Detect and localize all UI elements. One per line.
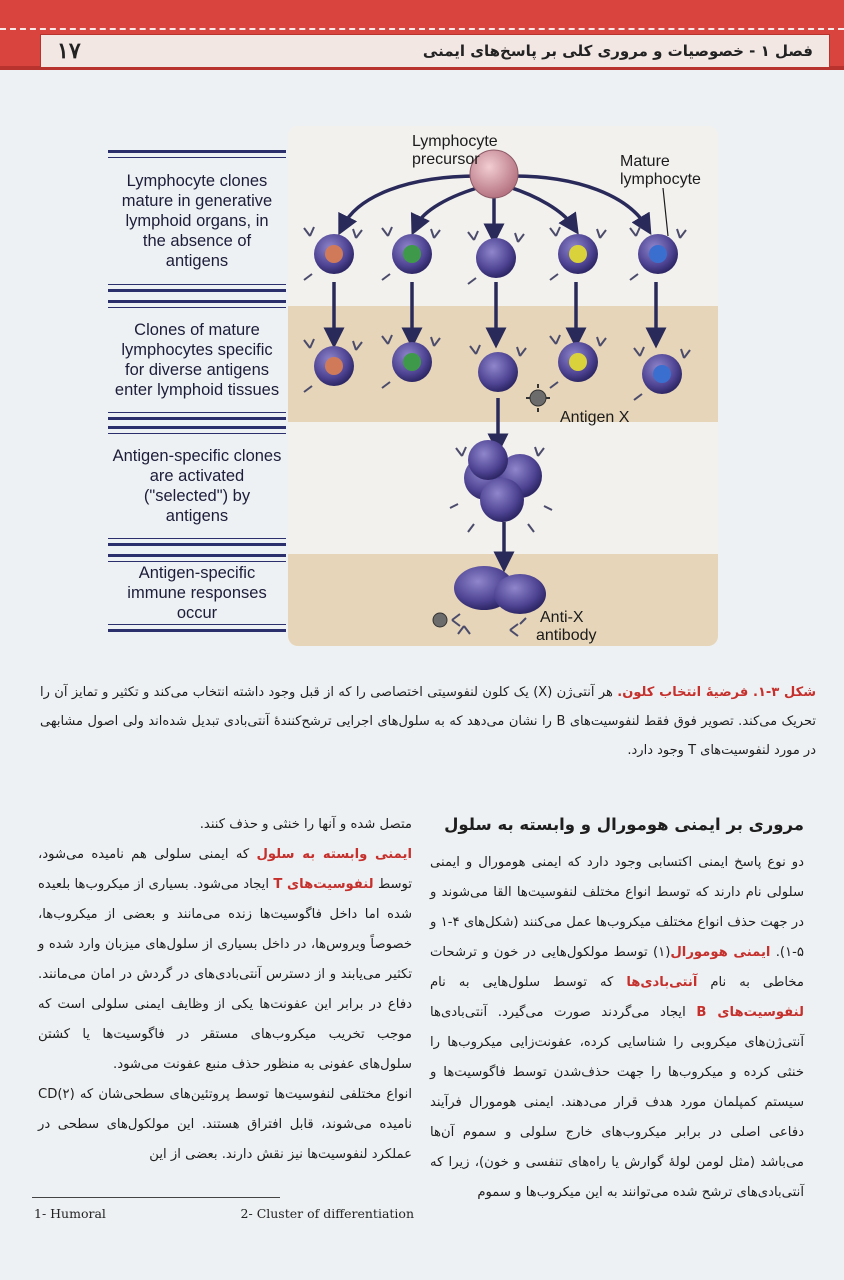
term-antibodies: آنتی‌بادی‌ها	[626, 975, 698, 990]
text-run: ایجاد می‌گردند صورت می‌گیرد. آنتی‌بادی‌ها آنتی‌ژن‌های میکروبی را شناسایی کرده، عفونت‌زایی میکروب‌ها را خنثی کرده و میکروب‌ها را جهت حذف‌شدن توسط فاگوسیت‌ها و سیستم کمپلمان مورد هدف قرار می‌دهند. ایمنی هومورال فرآیند دفاعی اصلی در برابر میکروب‌های خارج سلولی و سموم آن‌ها می‌باشد (مثل لومن لولهٔ گوارش یا راه‌های تنفسی و خون)، زیرا که آنتی‌بادی‌های ترشح شده می‌توانند به این میکروب‌ها و سموم	[430, 1005, 804, 1200]
footnote-rule	[32, 1197, 280, 1198]
chapter-title: فصل ۱ - خصوصیات و مروری کلی بر پاسخ‌های ایمنی	[422, 42, 813, 60]
term-cell-mediated: ایمنی وابسته به سلول	[256, 847, 412, 862]
antigen-x-label: Antigen X	[560, 409, 630, 426]
precursor-label-line1: Lymphocyte	[412, 133, 498, 150]
stage-label-3: Antigen-specific clones are activated ("selected") by antigens	[108, 426, 286, 546]
mature-label-line2: lymphocyte	[620, 171, 701, 188]
text-column-right	[430, 810, 804, 1208]
page-header	[40, 34, 830, 68]
text-run: که توسط سلول‌هایی به نام	[430, 975, 627, 990]
stage-label-4: Antigen-specific immune responses occur	[108, 554, 286, 632]
paragraph-continuation: متصل شده و آنها را خنثی و حذف کنند.	[199, 817, 412, 832]
section-title: مروری بر ایمنی هومورال و وابسته به سلول	[444, 815, 804, 834]
page-number: ۱۷	[57, 38, 81, 64]
precursor-label-line2: precursor	[412, 151, 480, 168]
stage-label-1: Lymphocyte clones mature in generative lymphoid organs, in the absence of antigens	[108, 150, 286, 292]
footnote-2: 2- Cluster of differentiation	[240, 1206, 414, 1221]
antibody-label-line2: antibody	[536, 627, 597, 644]
term-t-cells: لنفوسیت‌های T	[273, 877, 374, 892]
header-stitching	[0, 28, 844, 30]
antibody-label-line1: Anti-X	[540, 609, 584, 626]
footnotes	[34, 1206, 414, 1221]
stage-label-2: Clones of mature lymphocytes specific for diverse antigens enter lymphoid tissues	[108, 300, 286, 420]
term-b-cells: لنفوسیت‌های B	[696, 1005, 804, 1020]
figure-caption	[40, 678, 816, 765]
paragraph-cellular	[38, 840, 412, 1080]
text-run: دو نوع پاسخ ایمنی اکتسابی وجود دارد که ایمنی هومورال و ایمنی سلولی نام دارند که توسط انواع مختلف لنفوسیت‌ها القا می‌شوند و در جهت حذف انواع مختلف میکروب‌ها عمل می‌کنند (شکل‌های ۴-۱ و ۵-۱).	[430, 855, 804, 960]
footnote-1: 1- Humoral	[34, 1206, 106, 1221]
text-run: (۱) توسط مولکول‌هایی در خون و ترشحات مخاطی به نام	[430, 945, 804, 990]
clonal-selection-diagram	[288, 126, 718, 646]
text-run: ایجاد می‌شود. بسیاری از میکروب‌ها بلعیده شده اما داخل فاگوسیت‌ها زنده می‌مانند و بعضی از میکروب‌ها، خصوصاً ویروس‌ها، در داخل بسیاری از سلول‌های میزبان وارد شده و تکثیر می‌یابند و از دسترس آنتی‌بادی‌های در گردش در امان می‌مانند. دفاع در برابر این عفونت‌ها یکی از وظایف ایمنی سلولی است که موجب تخریب میکروب‌های مستقر در فاگوسیت‌ها یا کشتن سلول‌های عفونی به منظور حذف منبع عفونت می‌شود.	[38, 877, 412, 1072]
text-run: که ایمنی سلولی هم نامیده می‌شود، توسط	[38, 847, 413, 892]
caption-text: هر آنتی‌ژن (X) یک کلون لنفوسیتی اختصاصی را که از قبل وجود داشته انتخاب می‌کند و تکثیر و تمایز آن را تحریک می‌کند. تصویر فوق فقط لنفوسیت‌های B را نشان می‌دهد که به سلول‌های اجرایی ترشح‌کنندهٔ آنتی‌بادی تبدیل شده‌اند ولی اصول مشابهی در مورد لنفوسیت‌های T وجود دارد.	[40, 685, 816, 758]
term-humoral: ایمنی هومورال	[670, 945, 771, 960]
paragraph-humoral	[430, 848, 804, 1208]
caption-label: شکل ۳-۱. فرضیهٔ انتخاب کلون.	[617, 685, 816, 700]
paragraph-cd: انواع مختلفی لنفوسیت‌ها توسط پروتئین‌های سطحی‌شان که CD(۲) نامیده می‌شوند، قابل افتراق هستند. این مولکول‌های سطحی در عملکرد لنفوسیت‌ها نیز نقش دارند. بعضی از این	[38, 1087, 412, 1162]
text-column-left	[38, 810, 412, 1170]
mature-label-line1: Mature	[620, 153, 670, 170]
